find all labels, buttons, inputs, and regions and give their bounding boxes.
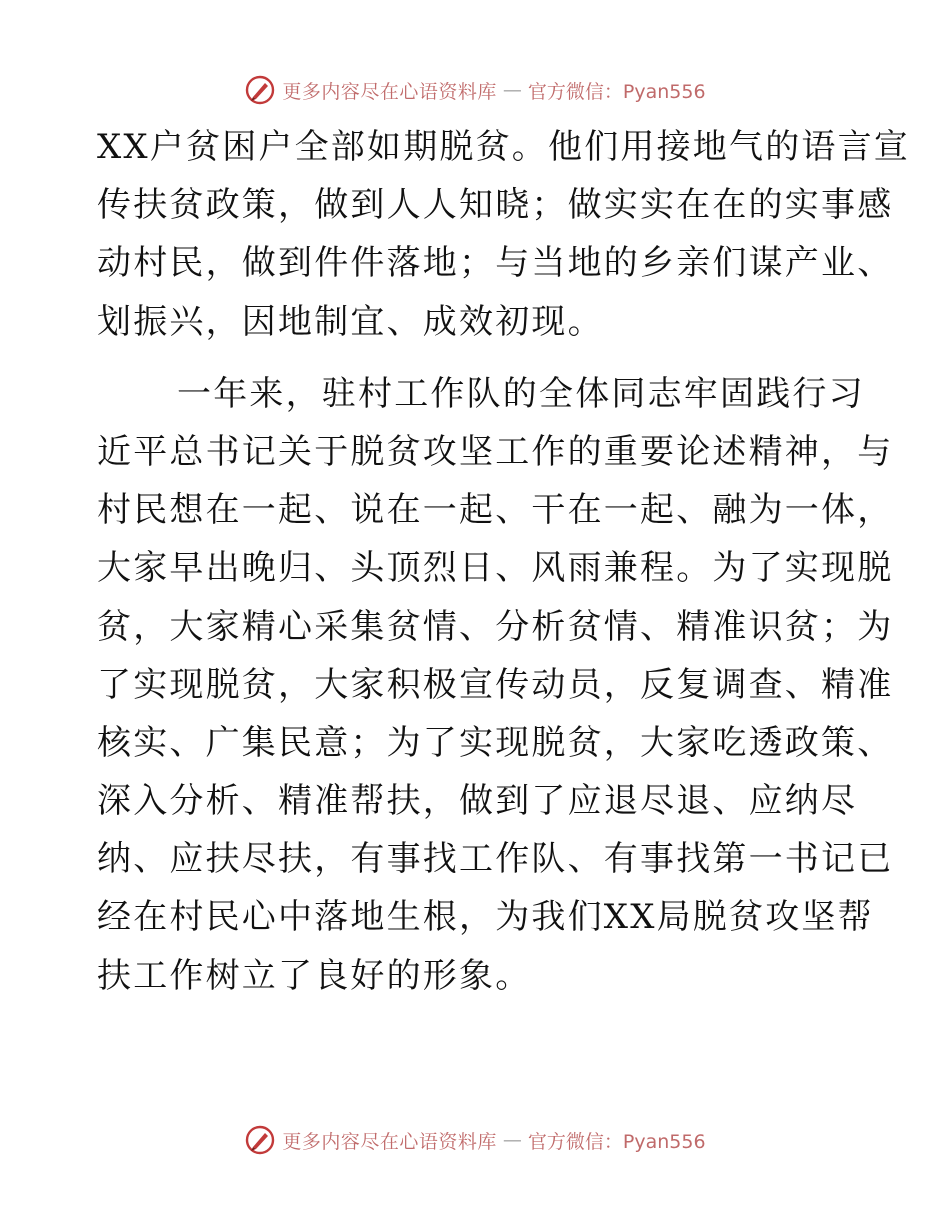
header-watermark bbox=[0, 72, 950, 108]
watermark-dash: — bbox=[502, 1129, 522, 1151]
watermark-text: 更多内容尽在心语资料库 bbox=[282, 80, 497, 103]
document-body bbox=[97, 118, 911, 1005]
text-line: 动村民，做到件件落地；与当地的乡亲们谋产业、 bbox=[97, 243, 894, 284]
watermark-text: 更多内容尽在心语资料库 bbox=[282, 1130, 497, 1153]
text-line: 扶工作树立了良好的形象。 bbox=[97, 955, 532, 996]
pen-logo-icon bbox=[244, 1124, 276, 1156]
paragraph-2 bbox=[97, 365, 894, 1005]
text-line: 了实现脱贫，大家积极宣传动员，反复调查、精准 bbox=[97, 664, 894, 705]
text-line: 核实、广集民意；为了实现脱贫，大家吃透政策、 bbox=[97, 722, 894, 763]
footer-watermark bbox=[0, 1122, 950, 1158]
text-line: 纳、应扶尽扶，有事找工作队、有事找第一书记已 bbox=[97, 839, 894, 880]
text-line: 深入分析、精准帮扶，做到了应退尽退、应纳尽 bbox=[97, 781, 858, 822]
text-line: XX户贫困户全部如期脱贫。他们用接地气的语言宣 bbox=[97, 127, 911, 167]
text-line: 一年来，驻村工作队的全体同志牢固践行习 bbox=[177, 373, 865, 414]
text-line: 划振兴，因地制宜、成效初现。 bbox=[97, 301, 604, 342]
text-line: 经在村民心中落地生根，为我们XX局脱贫攻坚帮 bbox=[97, 897, 874, 938]
text-line: 贫，大家精心采集贫情、分析贫情、精准识贫；为 bbox=[97, 606, 894, 647]
watermark-contact: 官方微信：Pyan556 bbox=[527, 1130, 706, 1153]
text-line: 近平总书记关于脱贫攻坚工作的重要论述精神，与 bbox=[97, 431, 894, 472]
pen-logo-icon bbox=[244, 74, 276, 106]
watermark-dash: — bbox=[502, 79, 522, 101]
text-line: 大家早出晚归、头顶烈日、风雨兼程。为了实现脱 bbox=[97, 548, 894, 589]
text-line: 传扶贫政策，做到人人知晓；做实实在在的实事感 bbox=[97, 185, 894, 226]
text-line: 村民想在一起、说在一起、干在一起、融为一体， bbox=[97, 490, 894, 531]
paragraph-1 bbox=[97, 118, 911, 351]
watermark-contact: 官方微信：Pyan556 bbox=[527, 80, 706, 103]
